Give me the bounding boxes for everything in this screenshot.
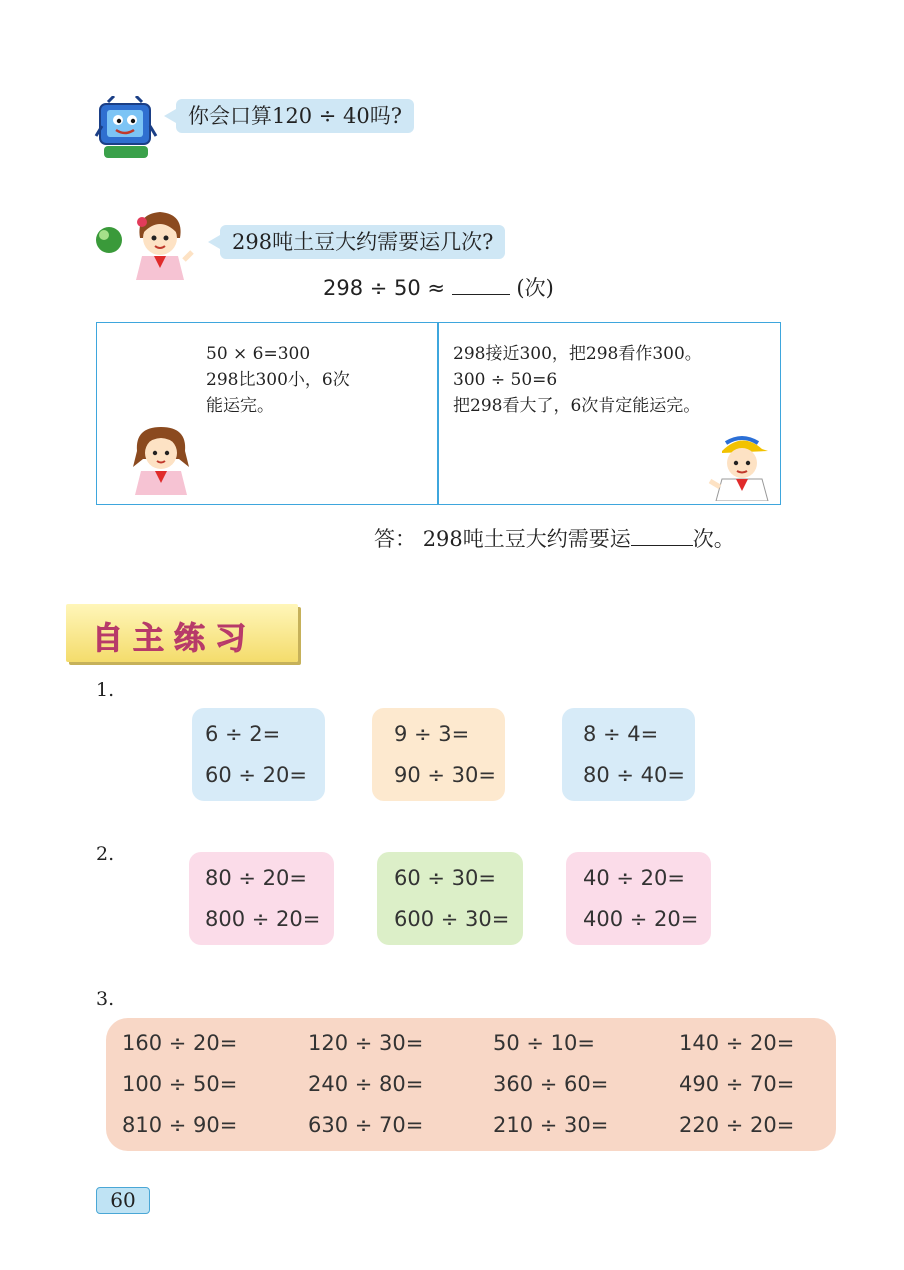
- girl-thinking-illustration: [131, 423, 195, 495]
- exercise-item: 810 ÷ 90=: [122, 1113, 238, 1137]
- section-heading-banner: [66, 604, 298, 662]
- left-reasoning-panel: [96, 322, 439, 505]
- exercise-1-card: [562, 708, 695, 801]
- exercise-3-grid: [106, 1018, 836, 1151]
- answer-suffix: 次。: [692, 527, 735, 551]
- exercise-item: 120 ÷ 30=: [308, 1031, 424, 1055]
- exercise-3-number: 3.: [96, 988, 115, 1010]
- right-panel-line: 298接近300，把298看作300。: [453, 344, 702, 364]
- exercise-1-card: [192, 708, 325, 801]
- exercise-item: 140 ÷ 20=: [679, 1031, 795, 1055]
- left-panel-line: 50 × 6=300: [206, 344, 311, 364]
- exercise-item: 600 ÷ 30=: [394, 907, 510, 931]
- exercise-item: 630 ÷ 70=: [308, 1113, 424, 1137]
- exercise-item: 60 ÷ 20=: [205, 763, 307, 787]
- exercise-1-card: [372, 708, 505, 801]
- answer-blank[interactable]: [631, 545, 693, 546]
- answer-text: 298吨土豆大约需要运: [422, 527, 631, 551]
- exercise-2-card: [566, 852, 711, 945]
- exercise-2-number: 2.: [96, 843, 115, 865]
- page-number: 60: [96, 1187, 150, 1214]
- exercise-item: 800 ÷ 20=: [205, 907, 321, 931]
- exercise-1-number: 1.: [96, 679, 115, 701]
- exercise-item: 80 ÷ 20=: [205, 866, 307, 890]
- exercise-item: 240 ÷ 80=: [308, 1072, 424, 1096]
- section-heading-title: 自主练习: [92, 621, 256, 657]
- exercise-item: 6 ÷ 2=: [205, 722, 281, 746]
- left-panel-text: [206, 341, 350, 419]
- exercise-item: 90 ÷ 30=: [394, 763, 496, 787]
- left-panel-line: 298比300小，6次: [206, 370, 350, 390]
- equation-expression: 298 ÷ 50 ≈: [323, 276, 446, 300]
- computer-mascot-illustration: [94, 96, 158, 162]
- exercise-item: 210 ÷ 30=: [493, 1113, 609, 1137]
- answer-line: [374, 523, 735, 553]
- equation-answer-blank[interactable]: [452, 294, 510, 295]
- exercise-item: 40 ÷ 20=: [583, 866, 685, 890]
- exercise-item: 80 ÷ 40=: [583, 763, 685, 787]
- exercise-item: 490 ÷ 70=: [679, 1072, 795, 1096]
- exercise-item: 160 ÷ 20=: [122, 1031, 238, 1055]
- estimate-equation: [323, 272, 554, 302]
- exercise-2-card: [377, 852, 523, 945]
- exercise-item: 60 ÷ 30=: [394, 866, 496, 890]
- exercise-item: 9 ÷ 3=: [394, 722, 470, 746]
- right-reasoning-panel: [437, 322, 781, 505]
- exercise-item: 400 ÷ 20=: [583, 907, 699, 931]
- exercise-item: 50 ÷ 10=: [493, 1031, 595, 1055]
- intro-speech-bubble: 你会口算120 ÷ 40吗?: [176, 99, 414, 133]
- exercise-item: 8 ÷ 4=: [583, 722, 659, 746]
- exercise-2-card: [189, 852, 334, 945]
- green-ball-icon: [94, 225, 124, 255]
- exercise-item: 360 ÷ 60=: [493, 1072, 609, 1096]
- left-panel-line: 能运完。: [206, 396, 274, 416]
- right-panel-line: 把298看大了，6次肯定能运完。: [453, 396, 701, 416]
- exercise-item: 100 ÷ 50=: [122, 1072, 238, 1096]
- right-panel-text: [453, 341, 702, 419]
- answer-prefix: 答：: [374, 527, 416, 551]
- boy-pointing-illustration: [708, 429, 774, 501]
- girl-character-illustration: [130, 208, 200, 282]
- exercise-item: 220 ÷ 20=: [679, 1113, 795, 1137]
- right-panel-line: 300 ÷ 50=6: [453, 370, 558, 390]
- question-speech-bubble: 298吨土豆大约需要运几次?: [220, 225, 505, 259]
- equation-unit: (次): [516, 276, 554, 300]
